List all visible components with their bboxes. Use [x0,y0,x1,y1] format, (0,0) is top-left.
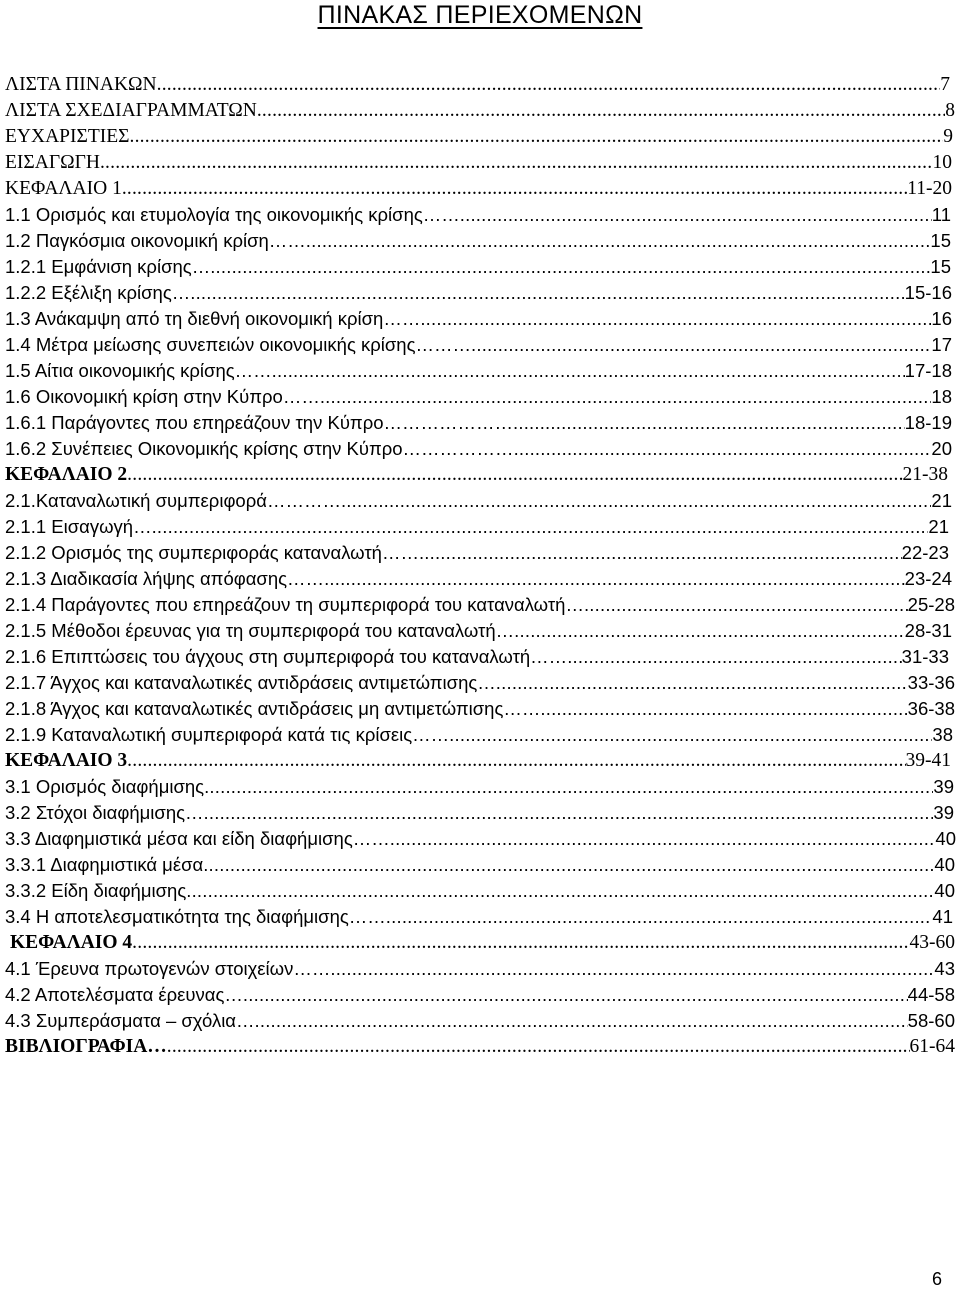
toc-entry [0,800,954,826]
toc-entry [0,904,953,930]
dot-leader [255,1008,908,1034]
toc-entry-title: 2.1.2 Ορισμός της συμπεριφοράς καταναλωτή…… [5,542,419,563]
toc-entry-page: 40 [934,880,955,901]
toc-entry-page: 43 [934,958,955,979]
toc-entry [0,514,949,540]
toc-entry-page: 7 [940,74,950,95]
toc-entry [0,982,955,1008]
toc-entry-page: 25-28 [907,594,955,615]
toc-entry-page: 39-41 [905,750,951,771]
toc-entry-title: 2.1.Καταναλωτική συμπεριφορά………… [5,490,341,511]
toc-entry-page: 28-31 [904,620,952,641]
toc-entry-page: 17-18 [904,360,952,381]
toc-entry [0,670,955,696]
toc-entry-title: ΒΙΒΛΙΟΓΡΑΦΙΑ… [5,1036,167,1057]
toc-entry-page: 22-23 [901,542,949,563]
toc-entry-title: 2.1.9 Καταναλωτική συμπεριφορά κατά τις κρίσεις…… [5,724,450,745]
toc-entry-title: 3.3 Διαφημιστικά μέσα και είδη διαφήμισης…… [5,828,390,849]
toc-entry-title: ΚΕΦΑΛΑΙΟ 2 [5,464,128,485]
toc-entry-page: 16 [931,308,952,329]
toc-entry-page: 11-20 [907,178,952,199]
toc-entry-page: 43-60 [909,932,955,953]
toc-entry [0,930,955,956]
dot-leader [190,280,904,306]
toc-entry-page: 38 [932,724,953,745]
toc-entry-title: 2.1.6 Επιπτώσεις του άγχους στη συμπεριφορά του καταναλωτή…… [5,646,568,667]
toc-entry-page: 8 [945,100,955,121]
toc-entry [0,410,952,436]
dot-leader [272,358,905,384]
toc-entry-page: 20 [931,438,952,459]
toc-entry-page: 18-19 [904,412,952,433]
toc-entry [0,124,953,150]
toc-entry-title: 2.1.1 Εισαγωγή… [5,516,152,537]
toc-entry [0,228,951,254]
toc-entry-page: 11 [931,204,951,225]
toc-entry-title: 4.3 Συμπεράσματα – σχόλια… [5,1010,255,1031]
dot-leader [567,644,901,670]
toc-entry-page: 21 [931,490,952,511]
dot-leader [386,904,933,930]
toc-entry-title: 2.1.5 Μέθοδοι έρευνας για τη συμπεριφορά του καταναλωτή… [5,620,515,641]
page-title: ΠΙΝΑΚΑΣ ΠΕΡΙΕΧΟΜΕΝΩΝ [317,1,643,29]
toc-entry-page: 58-60 [907,1010,955,1031]
dot-leader [514,618,905,644]
toc-entry-title: 1.6.1 Παράγοντες που επηρεάζουν την Κύπρο………………… [5,412,514,433]
toc-entry-page: 10 [932,152,952,173]
dot-leader [420,306,931,332]
toc-entry [0,1034,955,1060]
dot-leader [419,540,902,566]
toc-entry-title: 1.2.2 Εξέλιξη κρίσης… [5,282,191,303]
dot-leader [584,592,908,618]
toc-entry-page: 21-38 [902,464,948,485]
toc-entry-title: 2.1.3 Διαδικασία λήψης απόφασης…… [5,568,325,589]
toc-entry-title: 1.1 Ορισμός και ετυμολογία της οικονομικής κρίσης…… [5,204,460,225]
toc-entry-title: ΕΙΣΑΓΩΓΗ [5,152,100,173]
dot-leader [540,696,907,722]
toc-entry [0,384,952,410]
toc-entry-title: 3.4 Η αποτελεσματικότητα της διαφήμισης…… [5,906,386,927]
toc-entry [0,696,955,722]
toc-entry-title: 2.1.7 Άγχος και καταναλωτικές αντιδράσεις αντιμετώπισης… [5,672,496,693]
toc-entry-page: 40 [935,828,956,849]
toc-entry [0,540,949,566]
toc-entry [0,956,955,982]
toc-entry-title: 1.5 Αίτια οικονομικής κρίσης…… [5,360,272,381]
toc-entry-title: 3.2 Στόχοι διαφήμισης… [5,802,204,823]
toc-entry-page: 15 [930,256,951,277]
toc-entry-page: 15-16 [904,282,952,303]
toc-entry [0,1008,955,1034]
toc-entry-page: 33-36 [907,672,955,693]
dot-leader [130,124,944,150]
toc-entry-title: 4.2 Αποτελέσματα έρευνας… [5,984,243,1005]
dot-leader [204,774,933,800]
toc-entry-title: ΚΕΦΑΛΑΙΟ 4 [10,932,133,953]
toc-entry-title: 1.6 Οικονομική κρίση στην Κύπρο…… [5,386,320,407]
dot-leader [513,410,905,436]
toc-entry [0,566,952,592]
toc-entry-page: 9 [943,126,953,147]
toc-entry-title: 1.3 Ανάκαμψη από τη διεθνή οικονομική κρίση…… [5,308,421,329]
toc-entry-page: 21 [928,516,949,537]
dot-leader [330,956,934,982]
toc-entry [0,462,948,488]
toc-entry-page: 18 [931,386,952,407]
toc-entry [0,332,952,358]
dot-leader [324,566,905,592]
toc-entry-title: ΛΙΣΤΑ ΣΧΕΔΙΑΓΡΑΜΜΑΤΩΝ [5,100,257,121]
dot-leader [306,228,931,254]
toc-entry [0,150,952,176]
toc-entry-title: 2.1.8 Άγχος και καταναλωτικές αντιδράσεις μη αντιμετώπισης…… [5,698,541,719]
page-number: 6 [932,1269,943,1289]
toc-entry-page: 36-38 [907,698,955,719]
dot-leader [257,98,945,124]
toc-entry [0,280,952,306]
dot-leader [157,72,941,98]
toc-entry-page: 39 [933,776,954,797]
toc-entry [0,878,955,904]
dot-leader [496,670,908,696]
toc-entry-title: 3.3.1 Διαφημιστικά μέσα [5,854,204,875]
dot-leader [320,384,932,410]
dot-leader [390,826,936,852]
toc-entry [0,774,954,800]
toc-entry [0,436,952,462]
dot-leader [460,202,932,228]
dot-leader [471,332,931,358]
dot-leader [167,1034,910,1060]
toc-entry [0,254,951,280]
dot-leader [243,982,908,1008]
toc-entry-page: 40 [934,854,955,875]
dot-leader [514,436,932,462]
toc-entry [0,358,952,384]
dot-leader [210,254,930,280]
toc-entry-page: 31-33 [901,646,949,667]
toc-entry [0,852,955,878]
dot-leader [122,176,907,202]
toc-entry [0,722,953,748]
toc-entry-page: 39 [933,802,954,823]
dot-leader [203,852,934,878]
toc-entry [0,72,950,98]
toc-entry-page: 41 [932,906,953,927]
toc-entry [0,592,955,618]
toc-entry [0,202,951,228]
toc-entry-title: 1.2 Παγκόσμια οικονομική κρίση…… [5,230,306,251]
toc-entry-title: 1.4 Μέτρα μείωσης συνεπειών οικονομικής κρίσης……… [5,334,472,355]
toc-entry-title: ΛΙΣΤΑ ΠΙΝΑΚΩΝ [5,74,157,95]
toc-entry-title: 1.6.2 Συνέπειες Οικονομικής κρίσης στην Κύπρο……………… [5,438,514,459]
toc-entry-page: 15 [930,230,951,251]
toc-entry-page: 17 [931,334,952,355]
toc-entry-title: ΚΕΦΑΛΑΙΟ 1 [5,178,122,199]
toc-entry-title: 3.3.2 Είδη διαφήμισης [5,880,187,901]
toc-entry [0,644,949,670]
toc-entry-title: ΕΥΧΑΡΙΣΤΙΕΣ [5,126,130,147]
toc-entry-title: 4.1 Έρευνα πρωτογενών στοιχείων…… [5,958,331,979]
toc-entry-title: 2.1.4 Παράγοντες που επηρεάζουν τη συμπεριφορά του καταναλωτή… [5,594,584,615]
dot-leader [152,514,929,540]
toc-entry-page: 23-24 [904,568,952,589]
toc-entry [0,176,952,202]
toc-entry-title: ΚΕΦΑΛΑΙΟ 3 [5,750,128,771]
dot-leader [127,748,905,774]
dot-leader [204,800,934,826]
dot-leader [341,488,931,514]
dot-leader [132,930,909,956]
toc-entry [0,826,956,852]
toc-entry-page: 44-58 [907,984,955,1005]
toc-entry [0,748,951,774]
dot-leader [186,878,934,904]
toc-entry-title: 3.1 Ορισμός διαφήμισης [5,776,205,797]
toc-entry-title: 1.2.1 Εμφάνιση κρίσης… [5,256,211,277]
toc-entry [0,618,952,644]
toc-entry-page: 61-64 [909,1036,955,1057]
toc-entry [0,488,952,514]
toc-entry [0,306,952,332]
dot-leader [100,150,933,176]
dot-leader [127,462,902,488]
toc-entry [0,98,955,124]
dot-leader [449,722,932,748]
